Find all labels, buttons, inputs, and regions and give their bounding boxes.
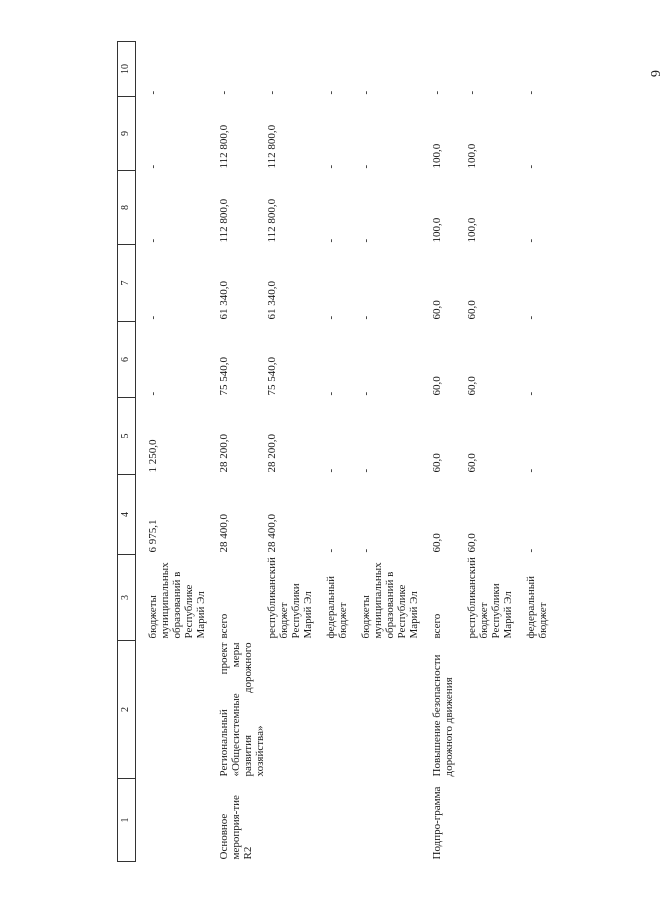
cell-value: - xyxy=(146,391,159,396)
cell-value: - xyxy=(359,468,372,473)
table-row xyxy=(218,42,266,862)
cell-value: 28 400,0 xyxy=(217,514,230,553)
cell-value: - xyxy=(146,238,159,243)
header-cell: 6 xyxy=(118,322,136,398)
header-cell: 5 xyxy=(118,398,136,475)
cell-value: - xyxy=(524,164,537,169)
cell-name xyxy=(147,641,207,779)
cell-value: 112 800,0 xyxy=(265,124,278,169)
cell-name xyxy=(325,641,349,779)
cell-value: 75 540,0 xyxy=(265,357,278,396)
cell-value: - xyxy=(524,468,537,473)
cell-value: - xyxy=(359,391,372,396)
cell-value: 100,0 xyxy=(465,217,478,243)
cell-value: 60,0 xyxy=(430,533,443,553)
cell-value: 28 400,0 xyxy=(265,514,278,553)
header-cell: 8 xyxy=(118,171,136,245)
cell-value: - xyxy=(146,315,159,320)
cell-source: республиканский бюджет Республики Марий Эл xyxy=(465,557,514,639)
header-row xyxy=(118,42,136,862)
cell-value: - xyxy=(324,548,337,553)
cell-value: - xyxy=(324,468,337,473)
header-cell: 9 xyxy=(118,97,136,171)
cell-value: 112 800,0 xyxy=(217,124,230,169)
cell-source: республиканский бюджет Республики Марий Эл xyxy=(265,557,314,639)
cell-value: 60,0 xyxy=(430,453,443,473)
table-row xyxy=(147,42,207,862)
cell-value: 28 200,0 xyxy=(217,434,230,473)
cell-name xyxy=(525,641,549,779)
cell-value: - xyxy=(359,90,372,95)
cell-value: - xyxy=(324,238,337,243)
cell-source: всего xyxy=(430,613,443,639)
cell-value: 61 340,0 xyxy=(217,281,230,320)
cell-value: - xyxy=(324,391,337,396)
rotated-table-container xyxy=(117,62,632,862)
header-cell: 3 xyxy=(118,555,136,641)
table-row xyxy=(360,42,420,862)
cell-value: - xyxy=(524,238,537,243)
cell-level xyxy=(525,779,549,862)
header-cell: 1 xyxy=(118,779,136,862)
cell-value: 60,0 xyxy=(430,376,443,396)
cell-value: - xyxy=(265,90,278,95)
cell-name xyxy=(266,641,314,779)
cell-name xyxy=(466,641,514,779)
cell-level: Подпро-грамма xyxy=(430,786,443,860)
cell-name: Повышение безопасности дорожного движения xyxy=(430,654,455,777)
cell-source: всего xyxy=(217,613,230,639)
table-row xyxy=(525,42,549,862)
header-cell: 2 xyxy=(118,641,136,779)
cell-level xyxy=(266,779,314,862)
cell-value: 6 975,1 xyxy=(146,519,159,553)
cell-value: 60,0 xyxy=(430,300,443,320)
cell-value: - xyxy=(359,548,372,553)
cell-value: - xyxy=(217,90,230,95)
cell-value: 1 250,0 xyxy=(146,439,159,473)
cell-value: - xyxy=(146,164,159,169)
cell-value: - xyxy=(324,164,337,169)
cell-value: - xyxy=(524,391,537,396)
cell-value: - xyxy=(324,315,337,320)
cell-value: 60,0 xyxy=(465,376,478,396)
cell-level xyxy=(325,779,349,862)
cell-value: - xyxy=(524,548,537,553)
table-row xyxy=(266,42,314,862)
cell-value: - xyxy=(430,90,443,95)
table-row xyxy=(325,42,349,862)
cell-value: 60,0 xyxy=(465,453,478,473)
cell-value: 75 540,0 xyxy=(217,357,230,396)
cell-value: - xyxy=(359,315,372,320)
cell-value: 28 200,0 xyxy=(265,434,278,473)
cell-source: федеральный бюджет xyxy=(324,576,349,639)
cell-value: - xyxy=(324,90,337,95)
cell-value: 61 340,0 xyxy=(265,281,278,320)
cell-value: - xyxy=(359,164,372,169)
budget-table xyxy=(117,41,549,862)
cell-value: - xyxy=(146,90,159,95)
cell-level xyxy=(147,779,207,862)
cell-value: - xyxy=(359,238,372,243)
header-cell: 7 xyxy=(118,245,136,322)
cell-value: - xyxy=(524,90,537,95)
page-number: 6 xyxy=(647,70,662,77)
cell-level: Основное мероприя-тие R2 xyxy=(217,795,254,860)
cell-level xyxy=(360,779,420,862)
cell-value: - xyxy=(524,315,537,320)
cell-value: - xyxy=(465,90,478,95)
cell-name: Региональный проект «Общесистемные меры развития дорожного хозяйства» xyxy=(217,642,266,777)
table-row xyxy=(431,42,455,862)
cell-value: 100,0 xyxy=(430,143,443,169)
cell-source: федеральный бюджет xyxy=(524,576,549,639)
cell-source: бюджеты муниципальных образований в Республике Марий Эл xyxy=(359,562,420,639)
cell-value: 112 800,0 xyxy=(217,198,230,243)
cell-level xyxy=(466,779,514,862)
table-row xyxy=(466,42,514,862)
cell-name xyxy=(360,641,420,779)
cell-value: 60,0 xyxy=(465,533,478,553)
cell-value: 60,0 xyxy=(465,300,478,320)
cell-value: 112 800,0 xyxy=(265,198,278,243)
header-cell: 4 xyxy=(118,475,136,555)
cell-value: 100,0 xyxy=(430,217,443,243)
cell-value: 100,0 xyxy=(465,143,478,169)
cell-source: бюджеты муниципальных образований в Республике Марий Эл xyxy=(146,562,207,639)
header-cell: 10 xyxy=(118,42,136,97)
